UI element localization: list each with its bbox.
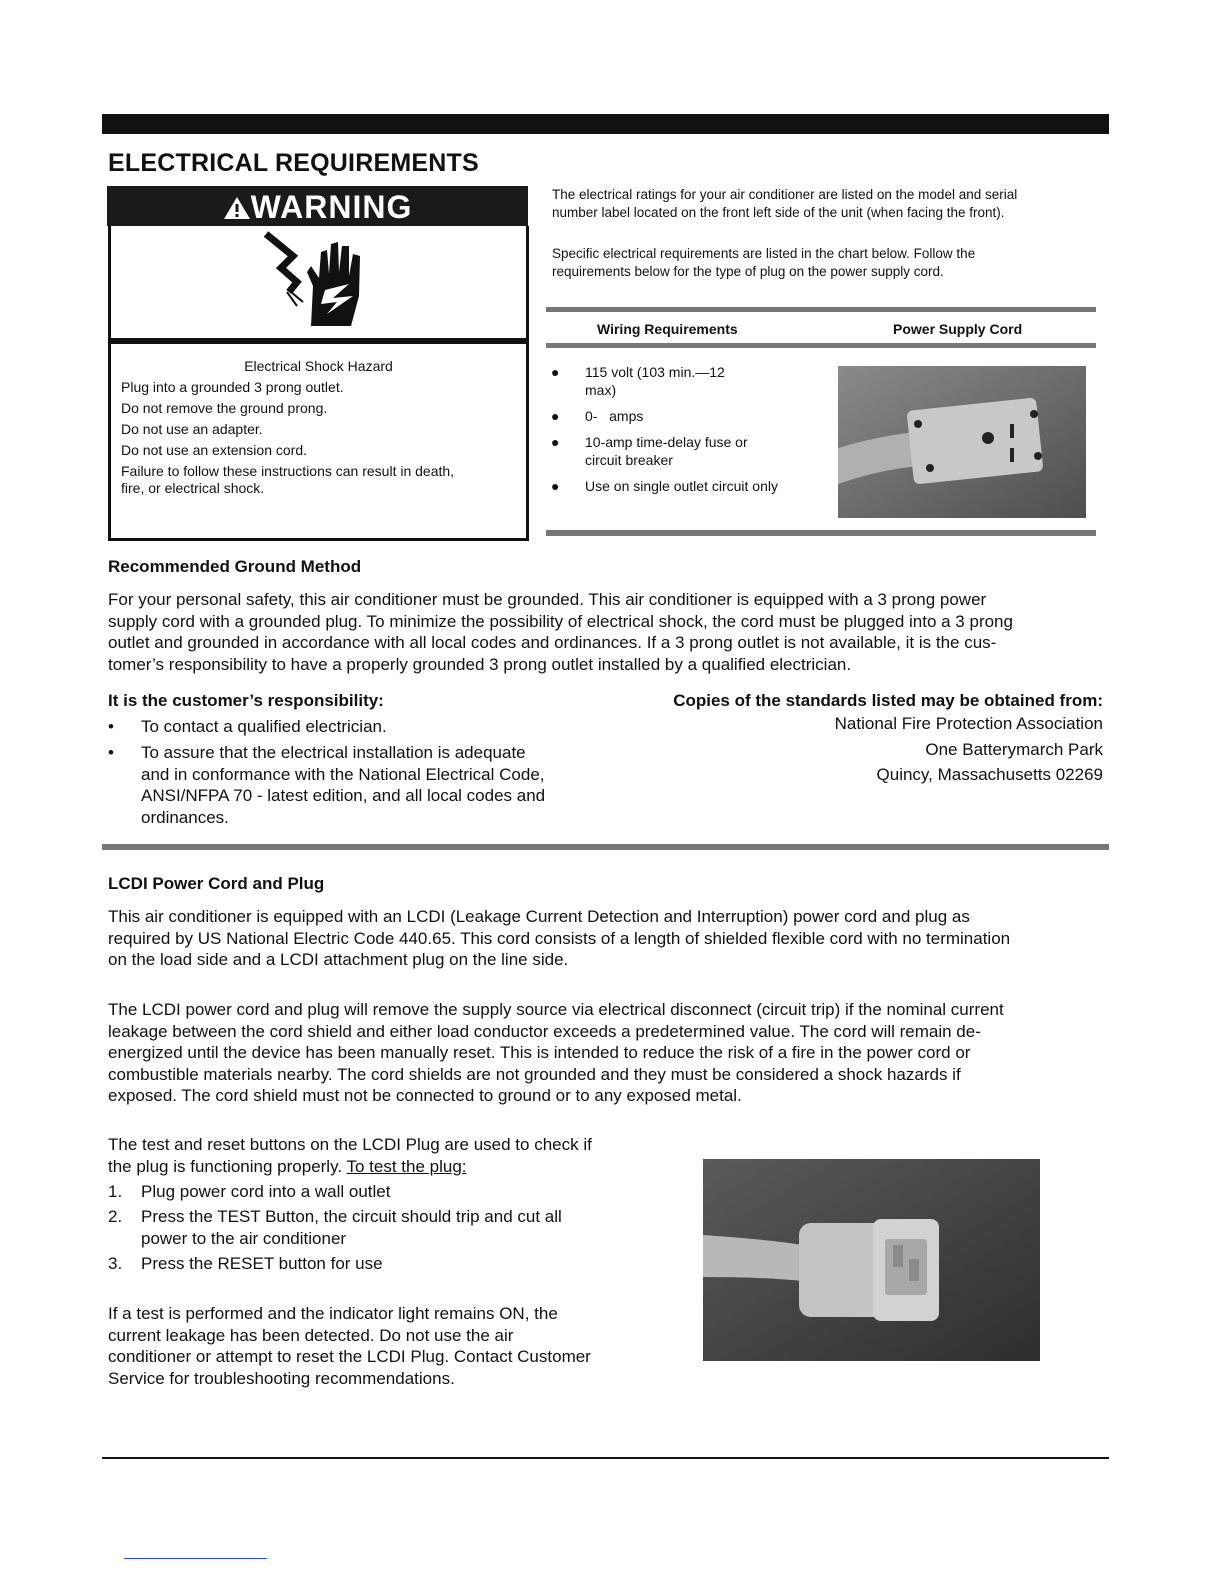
lcdi-paragraph-1 xyxy=(108,906,1108,971)
text-line: leakage between the cord shield and either load conductor exceeds a predetermined value. The cord will remain de- xyxy=(108,1021,981,1041)
table-rule-bottom xyxy=(546,530,1096,536)
address-line: One Batterymarch Park xyxy=(925,739,1103,759)
warning-line: Failure to follow these instructions can result in death, xyxy=(121,463,455,479)
bullet-icon: ● xyxy=(551,478,560,494)
warning-line: Plug into a grounded 3 prong outlet. xyxy=(121,379,344,395)
text-line: 115 volt (103 min.—12 xyxy=(585,364,725,380)
address-line: National Fire Protection Association xyxy=(834,714,1103,733)
footer-link-underline xyxy=(124,1558,267,1559)
footer-rule xyxy=(102,1457,1109,1459)
text-line: outlet and grounded in accordance with all local codes and ordinances. If a 3 prong outlet is not available, it is the cus- xyxy=(108,633,997,653)
hazard-title: Electrical Shock Hazard xyxy=(244,358,393,374)
text-line: To assure that the electrical installation is adequate xyxy=(141,743,526,762)
text-line: max) xyxy=(585,382,617,398)
address-line: Quincy, Massachusetts 02269 xyxy=(876,765,1103,784)
lcdi-paragraph-4 xyxy=(108,1303,668,1389)
text-line: requirements below for the type of plug on the power supply cord. xyxy=(552,264,944,279)
shock-hazard-pictogram xyxy=(108,226,529,341)
bullet-icon: • xyxy=(108,743,114,762)
table-rule-mid xyxy=(546,343,1096,348)
ground-paragraph xyxy=(108,589,1108,675)
text-line: Use on single outlet circuit only xyxy=(585,478,778,494)
warning-heading: WARNING xyxy=(250,189,413,225)
table-rule-top xyxy=(546,307,1096,312)
text-line: ordinances. xyxy=(141,807,229,827)
text-line: The LCDI power cord and plug will remove the supply source via electrical disconnect (circuit trip) if the nominal current xyxy=(108,1000,1004,1019)
bullet-icon: ● xyxy=(551,364,560,380)
warning-text-panel xyxy=(108,341,529,541)
step-number: 2. xyxy=(108,1207,123,1226)
text-line: required by US National Electric Code 440.65. This cord consists of a length of shielded flexible cord with no termination xyxy=(108,928,1011,948)
step-number: 3. xyxy=(108,1254,123,1273)
bullet-icon: • xyxy=(108,717,114,736)
requirements-paragraph xyxy=(552,245,1082,281)
text-line: combustible materials nearby. The cord shields are not grounded and they must be considered a shock hazards if xyxy=(108,1064,961,1084)
test-intro xyxy=(108,1134,668,1177)
text-line: This air conditioner is equipped with an LCDI (Leakage Current Detection and Interruption) power cord and plug as xyxy=(108,907,970,926)
bullet-icon: ● xyxy=(551,434,560,450)
text-line: exposed. The cord shield must not be connected to ground or to any exposed metal. xyxy=(108,1086,742,1106)
text-line: supply cord with a grounded plug. To minimize the possibility of electrical shock, the cord must be plugged into a 3 prong xyxy=(108,611,1013,631)
page-title: ELECTRICAL REQUIREMENTS xyxy=(108,149,479,177)
text-line: and in conformance with the National Electrical Code, xyxy=(141,764,545,784)
text-line: The electrical ratings for your air conditioner are listed on the model and serial xyxy=(552,187,1018,202)
text-line: the plug is functioning properly. xyxy=(108,1156,343,1176)
section-heading: Recommended Ground Method xyxy=(108,557,362,576)
section-divider xyxy=(102,844,1109,850)
warning-line: Do not remove the ground prong. xyxy=(121,400,328,416)
test-plug-link: To test the plug: xyxy=(346,1156,467,1176)
text-line: Service for troubleshooting recommendations. xyxy=(108,1368,455,1388)
text-line: Press the RESET button for use xyxy=(141,1254,383,1273)
text-line: 10-amp time-delay fuse or xyxy=(585,434,748,450)
column-header-wiring: Wiring Requirements xyxy=(597,321,738,337)
lcdi-heading: LCDI Power Cord and Plug xyxy=(108,874,325,893)
warning-line: Do not use an extension cord. xyxy=(121,442,308,458)
step-number: 1. xyxy=(108,1182,123,1201)
bullet-icon: ● xyxy=(551,408,560,424)
column-header-cord: Power Supply Cord xyxy=(893,321,1023,337)
text-line: If a test is performed and the indicator light remains ON, the xyxy=(108,1304,558,1323)
text-line: conditioner or attempt to reset the LCDI Plug. Contact Customer xyxy=(108,1347,591,1367)
responsibility-heading: It is the customer’s responsibility: xyxy=(108,691,384,710)
text-line: power to the air conditioner xyxy=(141,1228,347,1248)
text-line: current leakage has been detected. Do not use the air xyxy=(108,1325,514,1345)
text-line: To contact a qualified electrician. xyxy=(141,717,387,736)
text-line: energized until the device has been manually reset. This is intended to reduce the risk of a fire in the power cord or xyxy=(108,1043,971,1063)
plug-photo xyxy=(838,366,1086,518)
text-line: For your personal safety, this air conditioner must be grounded. This air conditioner is equipped with a 3 prong power xyxy=(108,590,987,609)
text-line: number label located on the front left side of the unit (when facing the front). xyxy=(552,205,1005,220)
text-line: circuit breaker xyxy=(585,452,673,468)
header-bar xyxy=(102,114,1109,134)
address-block xyxy=(835,711,1103,788)
ratings-paragraph xyxy=(552,186,1082,222)
lcdi-paragraph-2 xyxy=(108,999,1108,1107)
text-line: 0- amps xyxy=(585,408,644,424)
text-line: Press the TEST Button, the circuit should trip and cut all xyxy=(141,1207,562,1226)
warning-line: fire, or electrical shock. xyxy=(121,480,265,496)
warning-triangle-icon xyxy=(223,196,251,220)
text-line: Specific electrical requirements are listed in the chart below. Follow the xyxy=(552,246,976,261)
standards-heading: Copies of the standards listed may be obtained from: xyxy=(673,691,1103,710)
text-line: The test and reset buttons on the LCDI Plug are used to check if xyxy=(108,1135,592,1154)
electric-shock-hand-icon xyxy=(111,226,526,338)
warning-line: Do not use an adapter. xyxy=(121,421,263,437)
lcdi-plug-photo xyxy=(703,1159,1040,1361)
text-line: tomer’s responsibility to have a properly grounded 3 prong outlet installed by a qualified electrician. xyxy=(108,654,852,674)
text-line: ANSI/NFPA 70 - latest edition, and all local codes and xyxy=(141,786,546,806)
warning-box xyxy=(107,186,528,538)
text-line: on the load side and a LCDI attachment plug on the line side. xyxy=(108,950,569,970)
warning-header xyxy=(107,186,528,226)
text-line: Plug power cord into a wall outlet xyxy=(141,1182,391,1201)
